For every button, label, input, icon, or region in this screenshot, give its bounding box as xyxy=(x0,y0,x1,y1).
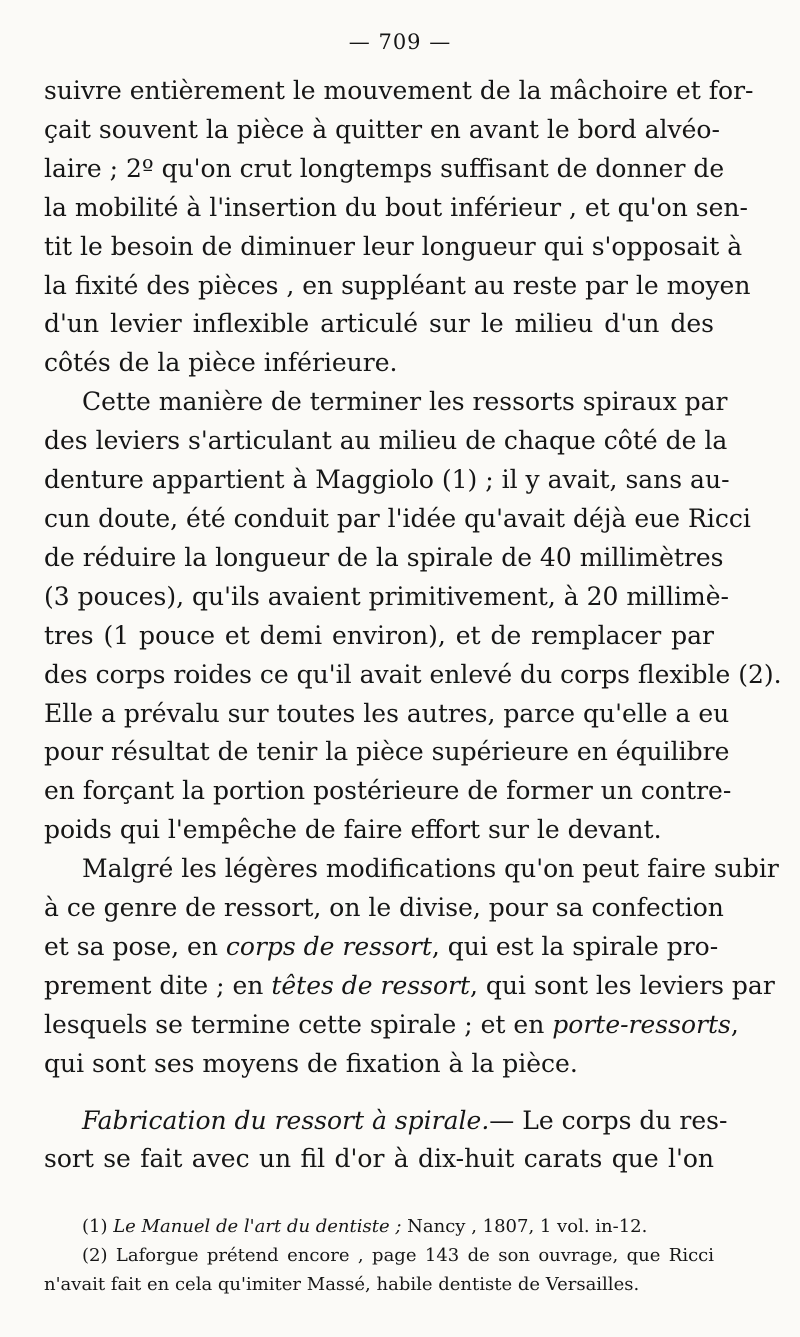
text-line: Fabrication du ressort à spirale.— Le corps du res- xyxy=(82,1105,728,1135)
text-line: la fixité des pièces , en suppléant au reste par le moyen xyxy=(44,270,751,300)
italic-phrase: porte-ressorts xyxy=(552,1009,731,1039)
text-line: tres (1 pouce et demi environ), et de remplacer par xyxy=(44,620,714,650)
text-line: lesquels se termine cette spirale ; et en porte-ressorts, xyxy=(44,1009,739,1039)
text-line: poids qui l'empêche de faire effort sur le devant. xyxy=(44,815,662,845)
text-line: des leviers s'articulant au milieu de chaque côté de la xyxy=(44,426,728,456)
text-line: d'un levier inflexible articulé sur le milieu d'un des xyxy=(44,309,714,339)
footnote-line: (1) Le Manuel de l'art du dentiste ; Nancy , 1807, 1 vol. in-12. xyxy=(82,1216,648,1237)
text-line: en forçant la portion postérieure de former un contre- xyxy=(44,776,732,806)
text-line: de réduire la longueur de la spirale de 40 millimètres xyxy=(44,542,724,572)
text-line: Elle a prévalu sur toutes les autres, parce qu'elle a eu xyxy=(44,698,730,728)
paragraph xyxy=(44,850,779,1083)
text-line: côtés de la pièce inférieure. xyxy=(44,348,398,378)
page-number: — 709 — xyxy=(348,30,452,54)
text-line: denture appartient à Maggiolo (1) ; il y avait, sans au- xyxy=(44,465,730,495)
italic-phrase: têtes de ressort xyxy=(271,970,471,1000)
text-line: suivre entièrement le mouvement de la mâchoire et for- xyxy=(44,76,754,105)
text-line: et sa pose, en corps de ressort, qui est la spirale pro- xyxy=(44,931,719,961)
italic-phrase: Le Manuel de l'art du dentiste ; xyxy=(113,1216,402,1237)
text-line: çait souvent la pièce à quitter en avant le bord alvéo- xyxy=(44,114,720,144)
text-line: à ce genre de ressort, on le divise, pour sa confection xyxy=(44,893,724,923)
paragraph-gap xyxy=(44,1084,714,1102)
paragraph xyxy=(44,1102,728,1180)
text-line: qui sont ses moyens de fixation à la pièce. xyxy=(44,1048,578,1078)
text-line: tit le besoin de diminuer leur longueur qui s'opposait à xyxy=(44,231,743,261)
text-line: des corps roides ce qu'il avait enlevé du corps flexible (2). xyxy=(44,659,782,689)
text-line: prement dite ; en têtes de ressort, qui sont les leviers par xyxy=(44,970,775,1000)
body-text xyxy=(44,72,782,1179)
footnote-line: (2) Laforgue prétend encore , page 143 de son ouvrage, que Ricci xyxy=(82,1245,714,1266)
italic-phrase: corps de ressort xyxy=(225,931,432,961)
text-line: la mobilité à l'insertion du bout inférieur , et qu'on sen- xyxy=(44,192,748,222)
italic-phrase: Fabrication du ressort à spirale. xyxy=(82,1105,490,1135)
footnote-line: n'avait fait en cela qu'imiter Massé, habile dentiste de Versailles. xyxy=(44,1274,640,1295)
paragraph xyxy=(44,72,754,383)
text-line: Cette manière de terminer les ressorts spiraux par xyxy=(82,387,728,417)
paragraph xyxy=(44,383,782,850)
text-line: cun doute, été conduit par l'idée qu'avait déjà eue Ricci xyxy=(44,503,751,533)
text-line: Malgré les légères modifications qu'on peut faire subir xyxy=(82,854,779,884)
text-line: laire ; 2º qu'on crut longtemps suffisant de donner de xyxy=(44,153,725,183)
text-line: pour résultat de tenir la pièce supérieure en équilibre xyxy=(44,737,730,767)
footnotes xyxy=(44,1212,714,1299)
footnote xyxy=(44,1212,714,1241)
footnote xyxy=(44,1241,714,1299)
text-line: (3 pouces), qu'ils avaient primitivement, à 20 millimè- xyxy=(44,581,729,611)
text-line: sort se fait avec un fil d'or à dix-huit carats que l'on xyxy=(44,1144,714,1174)
